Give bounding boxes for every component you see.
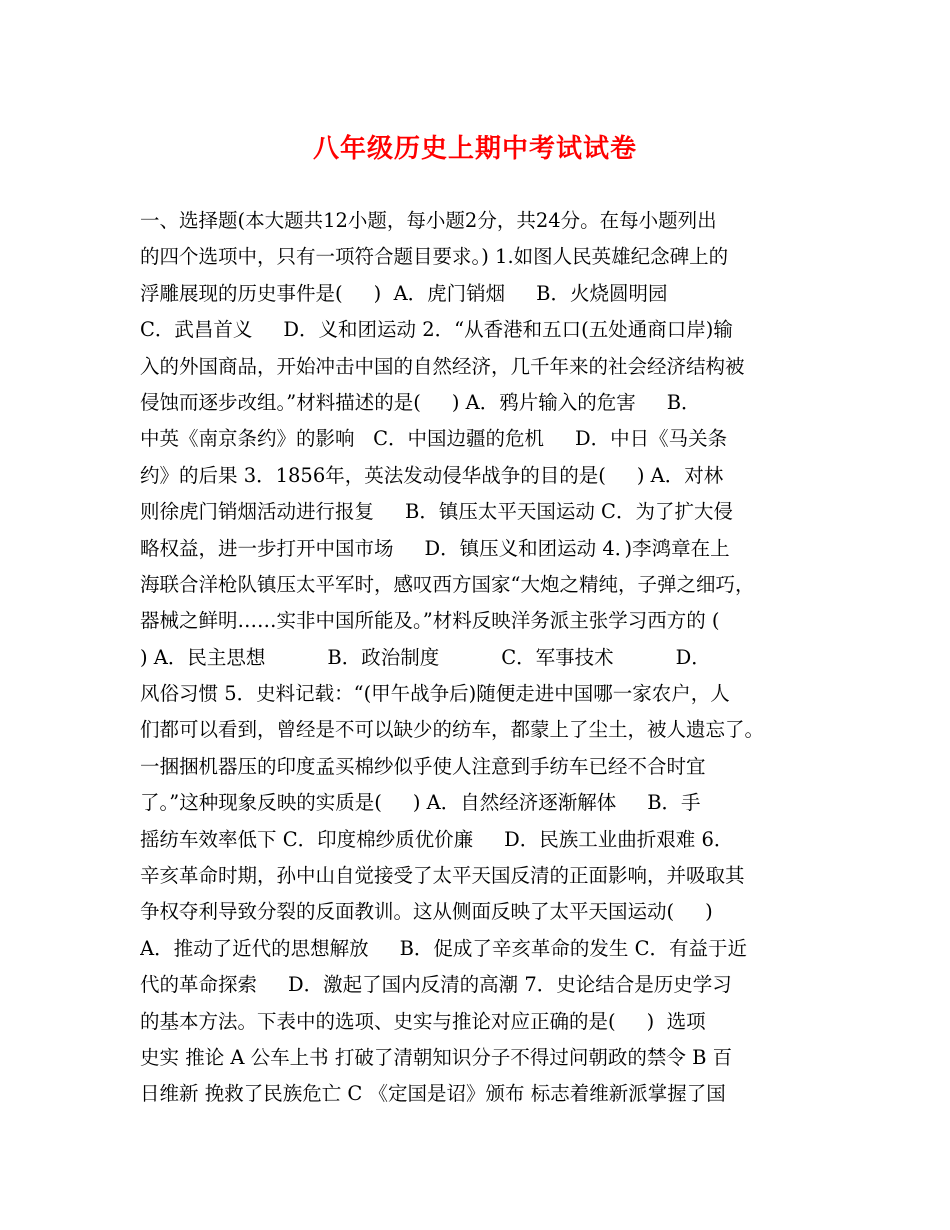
text-line: ) A．民主思想 B．政治制度 C．军事技术 D． bbox=[140, 645, 711, 669]
text-line: 中英《南京条约》的影响 C．中国边疆的危机 D．中日《马关条 bbox=[140, 427, 728, 451]
text-line: 一、选择题(本大题共12小题，每小题2分，共24分。在每小题列出 bbox=[140, 209, 717, 232]
text-line: 侵蚀而逐步改组。”材料描述的是( ) A．鸦片输入的危害 B． bbox=[140, 390, 701, 414]
text-line: 器械之鲜明……实非中国所能及。”材料反映洋务派主张学习西方的 ( bbox=[140, 609, 720, 633]
text-line: 约》的后果 3．1856年，英法发动侵华战争的目的是( ) A．对林 bbox=[140, 463, 724, 487]
text-line: 辛亥革命时期，孙中山自觉接受了太平天国反清的正面影响，并吸取其 bbox=[140, 864, 745, 888]
text-line: 日维新 挽救了民族危亡 C 《定国是诏》颁布 标志着维新派掌握了国 bbox=[140, 1082, 726, 1106]
text-line: 摇纺车效率低下 C．印度棉纱质优价廉 D．民族工业曲折艰难 6． bbox=[140, 827, 734, 851]
text-line: 略权益，进一步打开中国市场 D．镇压义和团运动 4．)李鸿章在上 bbox=[140, 536, 730, 560]
text-line: 浮雕展现的历史事件是( ) A．虎门销烟 B．火烧圆明园 bbox=[140, 281, 668, 305]
text-line: 们都可以看到，曾经是不可以缺少的纺车，都蒙上了尘土，被人遗忘了。 bbox=[140, 718, 765, 742]
text-line: 了。”这种现象反映的实质是( ) A．自然经济逐渐解体 B．手 bbox=[140, 791, 701, 815]
text-line: 争权夺利导致分裂的反面教训。这从侧面反映了太平天国运动( ) bbox=[140, 900, 713, 924]
text-line: C．武昌首义 D．义和团运动 2．“从香港和五口(五处通商口岸)输 bbox=[140, 318, 733, 342]
text-line: 则徐虎门销烟活动进行报复 B．镇压太平天国运动 C．为了扩大侵 bbox=[140, 500, 733, 524]
page-title: 八年级历史上期中考试试卷 bbox=[312, 134, 637, 164]
text-line: 代的革命探索 D．激起了国内反清的高潮 7．史论结合是历史学习 bbox=[140, 973, 732, 997]
text-line: 入的外国商品，开始冲击中国的自然经济，几千年来的社会经济结构被 bbox=[140, 354, 745, 378]
text-line: 史实 推论 A 公车上书 打破了清朝知识分子不得过问朝政的禁令 B 百 bbox=[140, 1045, 733, 1069]
text-line: 的基本方法。下表中的选项、史实与推论对应正确的是( ) 选项 bbox=[140, 1009, 706, 1033]
exam-body bbox=[140, 203, 820, 1113]
text-line: 的四个选项中，只有一项符合题目要求。) 1.如图人民英雄纪念碑上的 bbox=[140, 245, 729, 269]
text-line: A．推动了近代的思想解放 B．促成了辛亥革命的发生 C．有益于近 bbox=[140, 936, 748, 960]
text-line: 海联合洋枪队镇压太平军时，感叹西方国家“大炮之精纯，子弹之细巧， bbox=[140, 572, 755, 596]
text-line: 一捆捆机器压的印度孟买棉纱似乎使人注意到手纺车已经不合时宜 bbox=[140, 754, 706, 778]
text-line: 风俗习惯 5．史料记载：“(甲午战争后)随便走进中国哪一家农户，人 bbox=[140, 682, 730, 706]
